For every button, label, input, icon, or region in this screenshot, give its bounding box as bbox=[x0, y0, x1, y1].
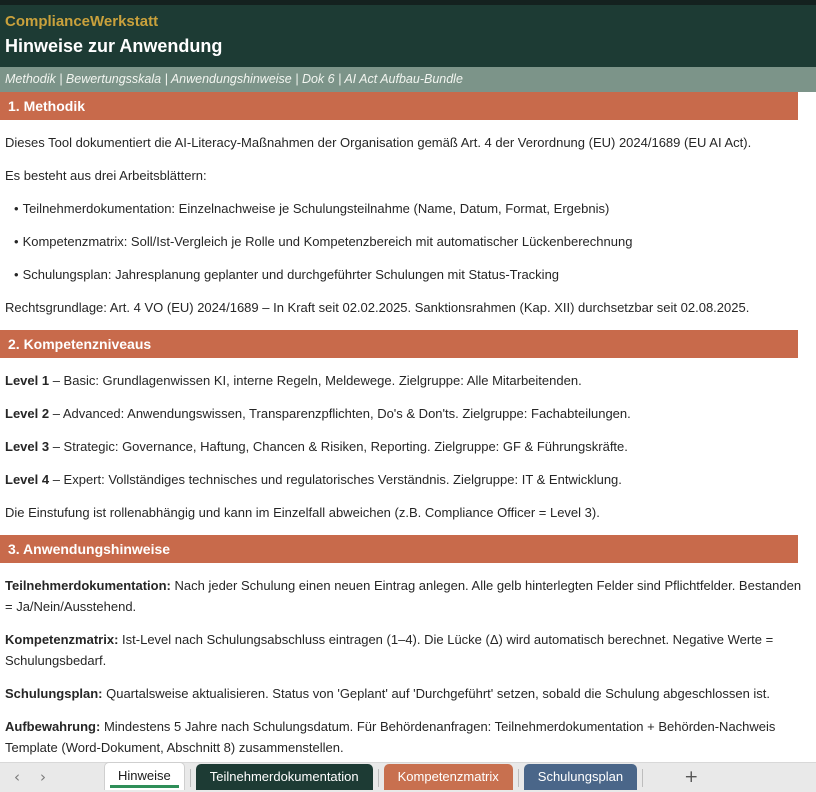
tab-hinweise[interactable] bbox=[104, 762, 185, 790]
tab-schulungsplan[interactable]: Schulungsplan bbox=[524, 764, 637, 790]
section-body-methodik bbox=[0, 120, 816, 330]
section-header-kompetenzniveaus: 2. Kompetenzniveaus bbox=[0, 330, 798, 358]
paragraph: Level 4 – Expert: Vollständiges technisches und regulatorisches Verständnis. Zielgruppe: IT & Entwicklung. bbox=[5, 472, 622, 487]
paragraph: Die Einstufung ist rollenabhängig und kann im Einzelfall abweichen (z.B. Compliance Officer = Level 3). bbox=[5, 505, 600, 520]
section-body-anwendungshinweise bbox=[0, 563, 816, 770]
tab-separator bbox=[642, 769, 643, 787]
tab-separator bbox=[518, 769, 519, 787]
tab-teilnehmerdokumentation[interactable]: Teilnehmerdokumentation bbox=[196, 764, 373, 790]
section-anwendungshinweise bbox=[0, 535, 816, 770]
breadcrumb-bar bbox=[0, 67, 816, 92]
section-kompetenzniveaus bbox=[0, 330, 816, 535]
tab-kompetenzmatrix[interactable]: Kompetenzmatrix bbox=[384, 764, 513, 790]
bullet-item: • Schulungsplan: Jahresplanung geplanter und durchgeführter Schulungen mit Status-Tracking bbox=[14, 267, 560, 282]
bullet-icon: • bbox=[14, 267, 19, 282]
sheet-content bbox=[0, 92, 816, 770]
page-title: Hinweise zur Anwendung bbox=[5, 36, 223, 56]
paragraph: Rechtsgrundlage: Art. 4 VO (EU) 2024/1689 – In Kraft seit 02.02.2025. Sanktionsrahmen (Kap. XII) durchsetzbar seit 02.08.2025. bbox=[5, 300, 750, 315]
tab-separator bbox=[190, 769, 191, 787]
section-body-kompetenzniveaus bbox=[0, 358, 816, 535]
paragraph: Schulungsplan: Quartalsweise aktualisieren. Status von 'Geplant' auf 'Durchgeführt' setzen, sobald die Schulung abgeschlossen ist. bbox=[5, 686, 771, 701]
paragraph: Level 1 – Basic: Grundlagenwissen KI, interne Regeln, Meldewege. Zielgruppe: Alle Mitarbeitenden. bbox=[5, 373, 582, 388]
tab-hinweise-label: Hinweise bbox=[118, 768, 171, 783]
paragraph: Aufbewahrung: Mindestens 5 Jahre nach Schulungsdatum. Für Behördenanfragen: Teilnehmerdokumentation + Behörden-Nachweis Template (Word-Dokument, Abschnitt 8) zusammenstellen. bbox=[5, 719, 776, 755]
workbook-header bbox=[0, 5, 816, 67]
sheet-nav-prev-button[interactable]: ‹ bbox=[8, 762, 26, 792]
bullet-item: • Teilnehmerdokumentation: Einzelnachweise je Schulungsteilnahme (Name, Datum, Format, Ergebnis) bbox=[14, 201, 610, 216]
sheet-tab-bar bbox=[0, 762, 816, 792]
tab-separator bbox=[378, 769, 379, 787]
bullet-item: • Kompetenzmatrix: Soll/Ist-Vergleich je Rolle und Kompetenzbereich mit automatischer Lückenberechnung bbox=[14, 234, 633, 249]
section-header-methodik: 1. Methodik bbox=[0, 92, 798, 120]
paragraph: Teilnehmerdokumentation: Nach jeder Schulung einen neuen Eintrag anlegen. Alle gelb hinterlegten Felder sind Pflichtfelder. Bestanden = Ja/Nein/Ausstehend. bbox=[5, 578, 802, 614]
active-tab-underline bbox=[110, 785, 179, 788]
paragraph: Level 3 – Strategic: Governance, Haftung, Chancen & Risiken, Reporting. Zielgruppe: GF & Führungskräfte. bbox=[5, 439, 628, 454]
paragraph: Level 2 – Advanced: Anwendungswissen, Transparenzpflichten, Do's & Don'ts. Zielgruppe: Fachabteilungen. bbox=[5, 406, 631, 421]
paragraph: Kompetenzmatrix: Ist-Level nach Schulungsabschluss eintragen (1–4). Die Lücke (Δ) wird automatisch berechnet. Negative Werte = Schulungsbedarf. bbox=[5, 632, 774, 668]
add-sheet-button[interactable]: + bbox=[676, 763, 706, 791]
bullet-icon: • bbox=[14, 234, 19, 249]
section-header-anwendungshinweise: 3. Anwendungshinweise bbox=[0, 535, 798, 563]
bullet-icon: • bbox=[14, 201, 19, 216]
section-methodik bbox=[0, 92, 816, 330]
paragraph: Dieses Tool dokumentiert die AI-Literacy-Maßnahmen der Organisation gemäß Art. 4 der Verordnung (EU) 2024/1689 (EU AI Act). bbox=[5, 135, 752, 150]
sheet-nav-next-button[interactable]: › bbox=[34, 762, 52, 792]
breadcrumb-text: Methodik | Bewertungsskala | Anwendungshinweise | Dok 6 | AI Act Aufbau-Bundle bbox=[5, 72, 463, 86]
app-title: ComplianceWerkstatt bbox=[5, 13, 159, 30]
paragraph: Es besteht aus drei Arbeitsblättern: bbox=[5, 168, 207, 183]
